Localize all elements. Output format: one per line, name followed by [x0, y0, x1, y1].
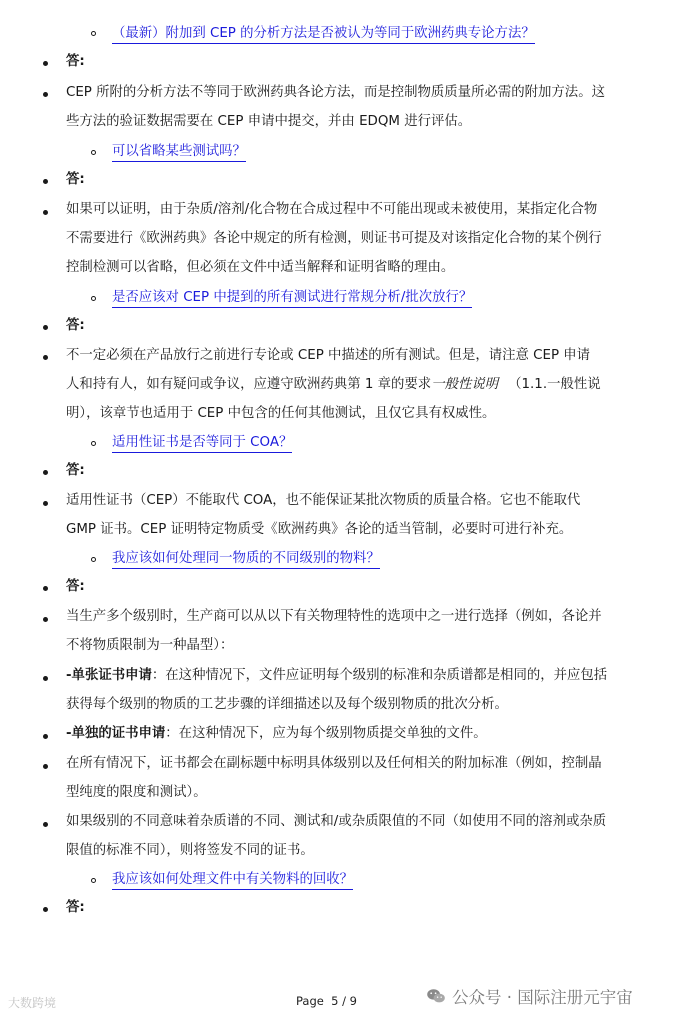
answer-text: 当生产多个级别时，生产商可以从以下有关物理特性的选项中之一进行选择（例如，各论并	[66, 609, 602, 624]
answer-text: 如果级别的不同意味着杂质谱的不同、测试和/或杂质限值的不同（如使用不同的溶剂或杂质	[66, 814, 607, 829]
answer-text-part: （1.1.一般性说	[508, 377, 601, 392]
bullet	[43, 92, 48, 97]
bullet	[43, 676, 48, 681]
wechat-account-watermark	[426, 984, 633, 1008]
faq-link-q3[interactable]: 是否应该对 CEP 中提到的所有测试进行常规分析/批次放行？	[112, 290, 472, 308]
bullet	[43, 907, 48, 912]
bullet	[43, 355, 48, 360]
sub-bullet	[91, 441, 96, 446]
answer-label: 答:	[66, 579, 85, 594]
faq-link-q6[interactable]: 我应该如何处理文件中有关物料的回收？	[112, 872, 353, 890]
answer-text: CEP 所附的分析方法不等同于欧洲药典各论方法，而是控制物质质量所必需的附加方法。这	[66, 85, 605, 100]
sub-bullet	[91, 878, 96, 883]
answer-label: 答:	[66, 900, 85, 915]
answer-text-part: ：在这种情况下，文件应证明每个级别的标准和杂质谱都是相同的，并应包括	[151, 668, 608, 683]
page-separator: /	[342, 994, 347, 1008]
answer-label: 答:	[66, 318, 85, 333]
sub-bullet	[91, 150, 96, 155]
bullet	[43, 470, 48, 475]
bullet	[43, 179, 48, 184]
faq-link-q2[interactable]: 可以省略某些测试吗？	[112, 144, 246, 162]
answer-text: 在所有情况下，证书都会在副标题中标明具体级别以及任何相关的附加标准（例如，控制晶	[66, 756, 602, 771]
answer-label: 答:	[66, 54, 85, 69]
single-certificate-term: -单张证书申请	[66, 668, 152, 683]
sub-bullet	[91, 296, 96, 301]
wechat-icon	[426, 988, 446, 1004]
answer-text: 明），该章节也适用于 CEP 中包含的任何其他测试，且仅它具有权威性。	[66, 406, 496, 421]
answer-text: 些方法的验证数据需要在 CEP 申请中提交，并由 EDQM 进行评估。	[66, 114, 472, 129]
answer-text: 不将物质限制为一种晶型）：	[66, 638, 234, 653]
answer-text: 限值的标准不同），则将签发不同的证书。	[66, 843, 314, 858]
wechat-account-label: 公众号 · 国际注册元宇宙	[452, 988, 633, 1007]
answer-text: GMP 证书。CEP 证明特定物质受《欧洲药典》各论的适当管制，必要时可进行补充。	[66, 522, 573, 537]
faq-link-q1[interactable]: （最新）附加到 CEP 的分析方法是否被认为等同于欧洲药典专论方法？	[112, 26, 535, 44]
bullet	[43, 210, 48, 215]
watermark-left: 大数跨境	[8, 996, 57, 1010]
separate-certificate-term: -单独的证书申请	[66, 726, 166, 741]
bullet	[43, 822, 48, 827]
faq-link-q4[interactable]: 适用性证书是否等同于 COA？	[112, 435, 292, 453]
answer-text-part: ：在这种情况下，应为每个级别物质提交单独的文件。	[165, 726, 487, 741]
bullet	[43, 764, 48, 769]
answer-text	[66, 669, 607, 682]
answer-text: 适用性证书（CEP）不能取代 COA，也不能保证某批次物质的质量合格。它也不能取代	[66, 493, 581, 508]
page-number	[296, 994, 357, 1008]
page-current: 5	[331, 994, 339, 1008]
bullet	[43, 617, 48, 622]
page-total: 9	[349, 994, 357, 1008]
general-notices-term: 一般性说明	[431, 377, 499, 392]
answer-text-part: 人和持有人，如有疑问或争议，应遵守欧洲药典第 1 章的要求	[66, 377, 432, 392]
page-label: Page	[296, 994, 324, 1008]
answer-label: 答:	[66, 172, 85, 187]
bullet	[43, 734, 48, 739]
answer-text: 不需要进行《欧洲药典》各论中规定的所有检测，则证书可提及对该指定化合物的某个例行	[66, 231, 602, 246]
bullet	[43, 586, 48, 591]
faq-link-q5[interactable]: 我应该如何处理同一物质的不同级别的物料？	[112, 551, 380, 569]
bullet	[43, 501, 48, 506]
answer-text: 不一定必须在产品放行之前进行专论或 CEP 中描述的所有测试。但是，请注意 CEP 申请	[66, 348, 591, 363]
answer-text	[66, 378, 601, 391]
answer-text: 获得每个级别的物质的工艺步骤的详细描述以及每个级别物质的批次分析。	[66, 697, 508, 712]
answer-label: 答:	[66, 463, 85, 478]
bullet	[43, 61, 48, 66]
sub-bullet	[91, 31, 96, 36]
answer-text: 型纯度的限度和测试）。	[66, 785, 207, 800]
answer-text	[66, 727, 487, 740]
bullet	[43, 325, 48, 330]
answer-text: 如果可以证明，由于杂质/溶剂/化合物在合成过程中不可能出现或未被使用，某指定化合物	[66, 202, 598, 217]
answer-text: 控制检测可以省略，但必须在文件中适当解释和证明省略的理由。	[66, 260, 455, 275]
sub-bullet	[91, 557, 96, 562]
